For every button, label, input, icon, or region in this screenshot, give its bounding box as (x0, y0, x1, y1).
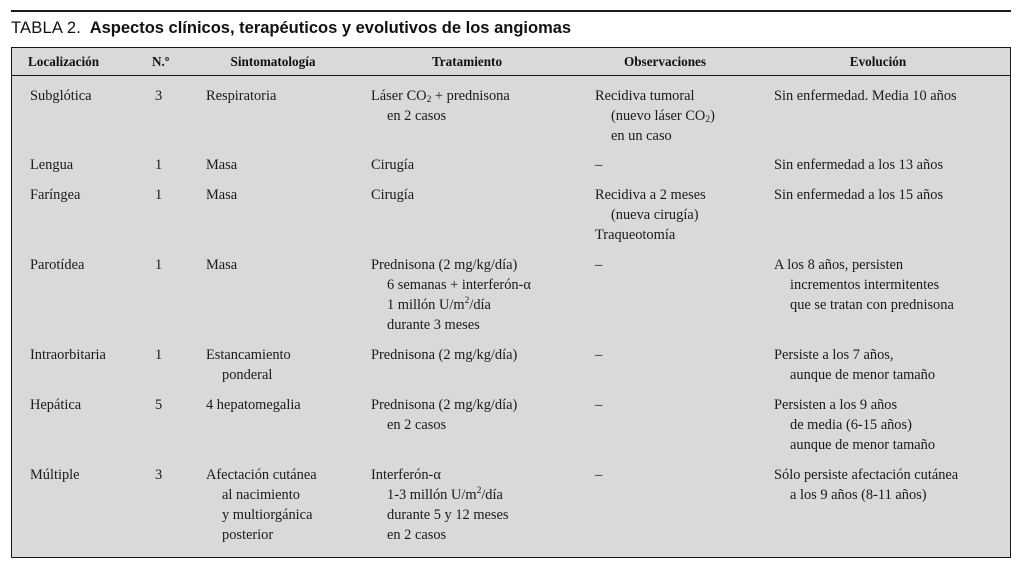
cell-line: Recidiva a 2 meses (595, 187, 706, 203)
cell-line: Persiste a los 7 años, (774, 347, 894, 363)
cell-line: – (595, 347, 603, 363)
cell-line: Cirugía (371, 187, 415, 203)
cell-localizacion (30, 345, 106, 365)
cell-line: ponderal (222, 367, 273, 383)
cell-line: – (595, 467, 603, 483)
cell-line: Parotídea (30, 257, 85, 273)
cell-sintomatologia (206, 395, 301, 415)
cell-sintomatologia (206, 345, 291, 385)
cell-line: Estancamiento (206, 347, 291, 363)
cell-numero (155, 345, 162, 365)
cell-tratamiento (371, 255, 531, 335)
cell-localizacion (30, 395, 81, 415)
cell-observaciones (595, 155, 602, 175)
table-title: Aspectos clínicos, terapéuticos y evolutivos de los angiomas (89, 19, 572, 37)
cell-evolucion (774, 465, 958, 505)
cell-evolucion (774, 155, 943, 175)
cell-line: Sólo persiste afectación cutánea (774, 467, 959, 483)
cell-localizacion (30, 155, 73, 175)
cell-line: – (595, 397, 603, 413)
cell-sintomatologia (206, 155, 237, 175)
header-localizacion: Localización (28, 54, 100, 69)
header-sintomatologia: Sintomatología (230, 54, 316, 69)
cell-evolucion (774, 86, 957, 106)
cell-sintomatologia (206, 255, 237, 275)
cell-line: en 2 casos (387, 527, 447, 543)
cell-line: Prednisona (2 mg/kg/día) (371, 347, 518, 363)
cell-sintomatologia (206, 185, 237, 205)
cell-line: 1 (155, 157, 163, 173)
cell-line: incrementos intermitentes (790, 277, 940, 293)
cell-localizacion (30, 255, 84, 275)
cell-line: 1-3 millón $U/m^2$/día (387, 486, 503, 503)
cell-line: Traqueotomía (595, 227, 676, 243)
table-label: TABLA 2. (11, 19, 82, 37)
cell-line: (nueva cirugía) (611, 207, 699, 223)
cell-line: Prednisona (2 mg/kg/día) (371, 257, 518, 273)
cell-line: aunque de menor tamaño (790, 367, 936, 383)
cell-line: que se tratan con prednisona (790, 297, 954, 313)
cell-line: Persisten a los 9 años (774, 397, 898, 413)
cell-line: – (595, 157, 603, 173)
cell-observaciones (595, 255, 602, 275)
cell-line: de media (6-15 años) (790, 417, 912, 433)
cell-tratamiento (371, 155, 414, 175)
cell-evolucion (774, 185, 943, 205)
header-tratamiento: Tratamiento (431, 54, 503, 69)
cell-evolucion (774, 345, 935, 385)
cell-line: en un caso (611, 128, 672, 144)
cell-sintomatologia (206, 86, 276, 106)
cell-line: 3 (155, 467, 163, 483)
cell-observaciones (595, 86, 715, 146)
cell-numero (155, 86, 162, 106)
cell-numero (155, 155, 162, 175)
cell-numero (155, 395, 162, 415)
cell-tratamiento (371, 86, 510, 126)
cell-line: Prednisona (2 mg/kg/día) (371, 397, 518, 413)
cell-line: Recidiva tumoral (595, 88, 695, 104)
table-caption (11, 14, 571, 42)
cell-line: al nacimiento (222, 487, 300, 503)
cell-line: Cirugía (371, 157, 415, 173)
cell-line: Lengua (30, 157, 74, 173)
cell-line: en 2 casos (387, 108, 447, 124)
cell-line: durante 5 y 12 meses (387, 507, 509, 523)
cell-localizacion (30, 86, 92, 106)
cell-line: 4 hepatomegalia (206, 397, 301, 413)
cell-line: Masa (206, 187, 238, 203)
cell-line: Faríngea (30, 187, 81, 203)
table-header-row (12, 48, 1010, 76)
cell-line: Respiratoria (206, 88, 277, 104)
cell-evolucion (774, 255, 954, 315)
cell-line: 3 (155, 88, 163, 104)
cell-line: 1 (155, 187, 163, 203)
cell-line: – (595, 257, 603, 273)
cell-tratamiento (371, 345, 517, 365)
cell-line: Múltiple (30, 467, 80, 483)
cell-line: Masa (206, 257, 238, 273)
cell-sintomatologia (206, 465, 317, 545)
cell-line: Sin enfermedad. Media 10 años (774, 88, 957, 104)
cell-observaciones (595, 185, 706, 245)
cell-observaciones (595, 395, 602, 415)
top-rule (11, 10, 1011, 12)
cell-localizacion (30, 185, 80, 205)
cell-line: Masa (206, 157, 238, 173)
cell-line: Subglótica (30, 88, 92, 104)
header-numero: N.º (152, 54, 170, 69)
cell-line: 1 (155, 347, 163, 363)
cell-evolucion (774, 395, 935, 455)
cell-line: 1 millón $U/m^2$/día (387, 296, 491, 313)
cell-line: (nuevo láser $CO_2$) (611, 108, 715, 125)
cell-line: Intraorbitaria (30, 347, 106, 363)
cell-numero (155, 185, 162, 205)
cell-numero (155, 465, 162, 485)
cell-localizacion (30, 465, 80, 485)
cell-line: Afectación cutánea (206, 467, 317, 483)
cell-line: Sin enfermedad a los 13 años (774, 157, 944, 173)
cell-line: 6 semanas + interferón-α (387, 277, 531, 293)
cell-line: A los 8 años, persisten (774, 257, 904, 273)
header-observaciones: Observaciones (623, 54, 707, 69)
data-table (11, 47, 1011, 558)
cell-line: y multiorgánica (222, 507, 313, 523)
cell-observaciones (595, 345, 602, 365)
cell-line: durante 3 meses (387, 317, 480, 333)
cell-observaciones (595, 465, 602, 485)
cell-line: aunque de menor tamaño (790, 437, 936, 453)
cell-line: Interferón-α (371, 467, 441, 483)
cell-line: 5 (155, 397, 163, 413)
cell-line: Láser $CO_2$ + prednisona (371, 88, 510, 105)
cell-tratamiento (371, 185, 414, 205)
cell-numero (155, 255, 162, 275)
cell-line: a los 9 años (8-11 años) (790, 487, 927, 503)
header-evolucion: Evolución (849, 54, 907, 69)
cell-line: en 2 casos (387, 417, 447, 433)
cell-tratamiento (371, 465, 509, 545)
cell-line: Sin enfermedad a los 15 años (774, 187, 944, 203)
cell-line: 1 (155, 257, 163, 273)
cell-line: posterior (222, 527, 274, 543)
cell-line: Hepática (30, 397, 82, 413)
cell-tratamiento (371, 395, 517, 435)
